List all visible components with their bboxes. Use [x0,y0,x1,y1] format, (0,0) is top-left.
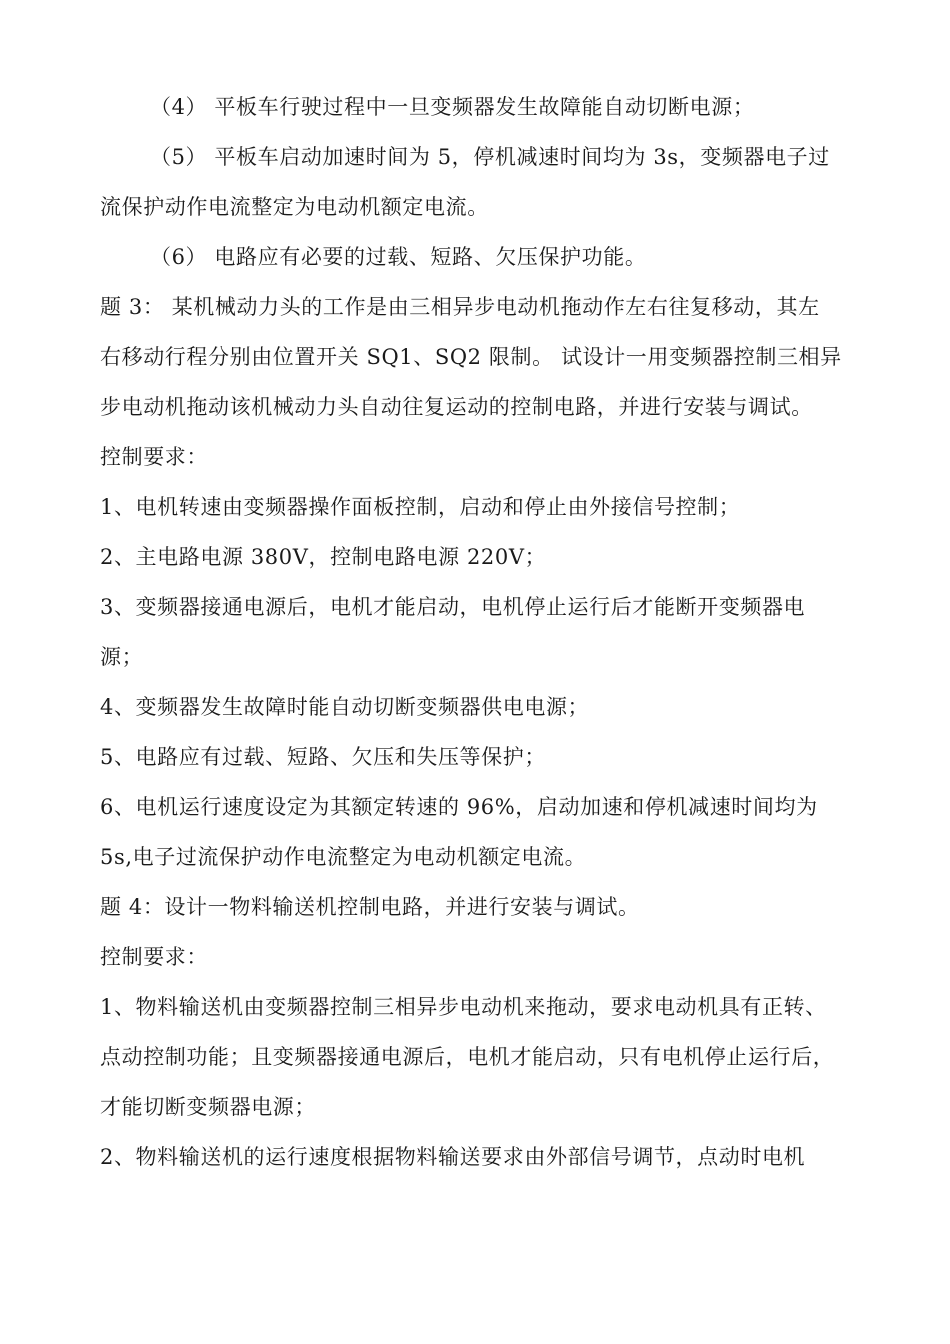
text-line-question-3-cont-2: 步电动机拖动该机械动力头自动往复运动的控制电路，并进行安装与调试。 [100,395,813,419]
text-line-req-5: 5、电路应有过载、短路、欠压和失压等保护； [100,745,546,769]
text-line-req-6: 6、电机运行速度设定为其额定转速的 96%，启动加速和停机减速时间均为 [100,795,818,819]
text-line-q4-req-2: 2、物料输送机的运行速度根据物料输送要求由外部信号调节，点动时电机 [100,1145,806,1169]
text-line-req-1: 1、电机转速由变频器操作面板控制，启动和停止由外接信号控制； [100,495,741,519]
text-line-req-2: 2、主电路电源 380V，控制电路电源 220V； [100,545,547,569]
text-line-item-6: （6） 电路应有必要的过载、短路、欠压保护功能。 [150,245,647,269]
text-line-item-4: （4） 平板车行驶过程中一旦变频器发生故障能自动切断电源； [150,95,755,119]
text-line-requirements-heading-2: 控制要求： [100,945,208,969]
text-line-requirements-heading: 控制要求： [100,445,208,469]
text-line-req-4: 4、变频器发生故障时能自动切断变频器供电电源； [100,695,590,719]
text-line-req-3-cont: 源； [100,645,144,669]
text-line-question-4: 题 4：设计一物料输送机控制电路，并进行安装与调试。 [100,895,640,919]
text-line-q4-req-1: 1、物料输送机由变频器控制三相异步电动机来拖动，要求电动机具有正转、 [100,995,827,1019]
text-line-req-3: 3、变频器接通电源后，电机才能启动，电机停止运行后才能断开变频器电 [100,595,806,619]
text-line-question-3-cont-1: 右移动行程分别由位置开关 SQ1、SQ2 限制。 试设计一用变频器控制三相异 [100,345,842,369]
text-line-item-5-cont: 流保护动作电流整定为电动机额定电流。 [100,195,489,219]
text-line-q4-req-1-cont-2: 才能切断变频器电源； [100,1095,316,1119]
text-line-req-6-cont: 5s,电子过流保护动作电流整定为电动机额定电流。 [100,845,587,869]
text-line-question-3: 题 3： 某机械动力头的工作是由三相异步电动机拖动作左右往复移动，其左 [100,295,820,319]
text-line-item-5: （5） 平板车启动加速时间为 5，停机减速时间均为 3s，变频器电子过 [150,145,830,169]
text-line-q4-req-1-cont-1: 点动控制功能；且变频器接通电源后，电机才能启动，只有电机停止运行后， [100,1045,835,1069]
